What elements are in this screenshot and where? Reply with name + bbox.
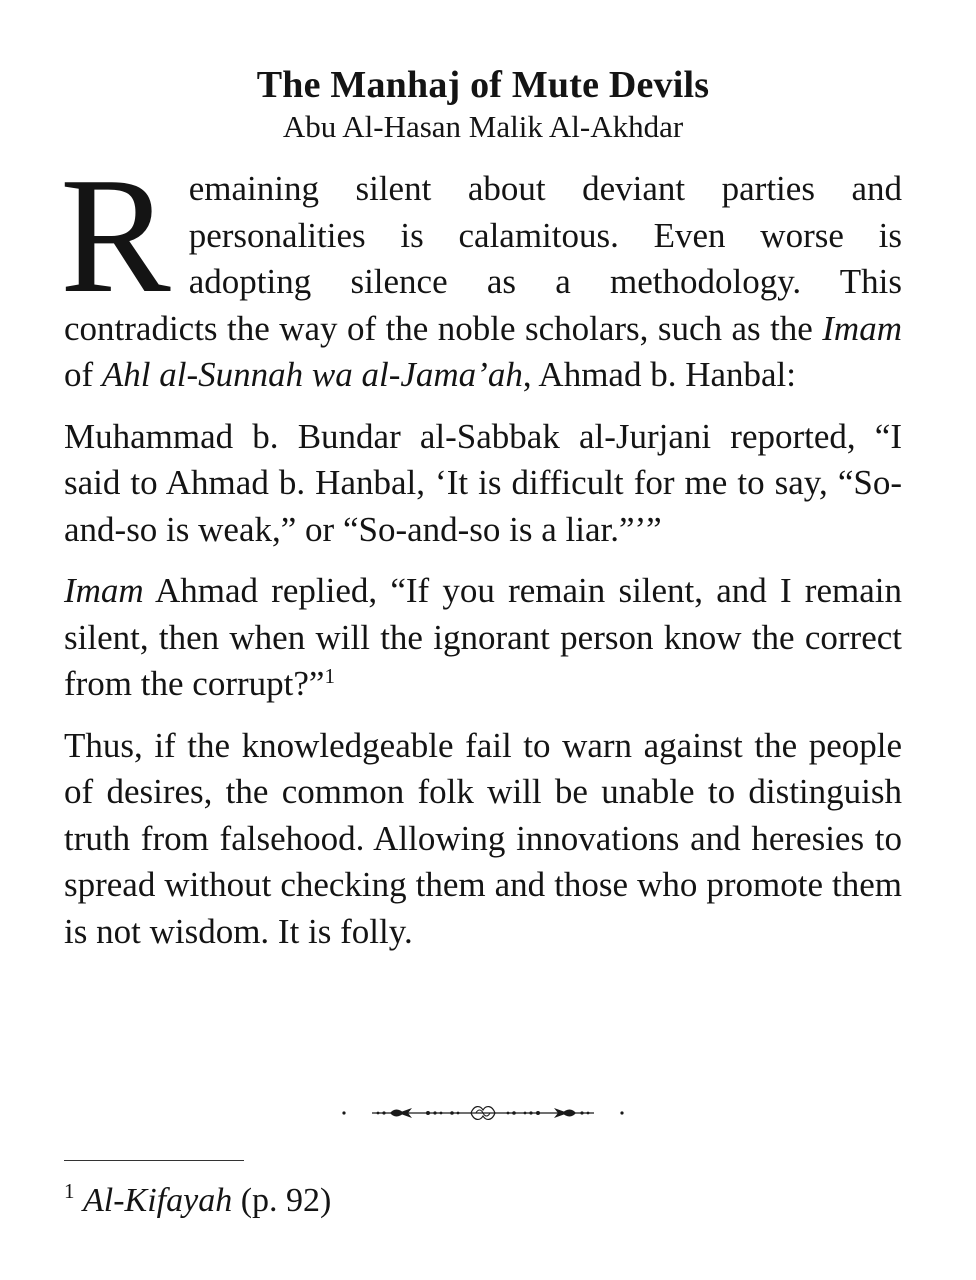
footnote-number: 1 [64, 1179, 75, 1203]
paragraph-3 [64, 568, 902, 708]
page-title: The Manhaj of Mute Devils [256, 64, 710, 106]
paragraph-1-text-1: emaining silent about deviant parties and personalities is calamitous. Even worse is adopting silence as a methodology. This contradicts the way of the noble scholars, such as the [64, 169, 902, 348]
paragraph-3-text: Ahmad replied, “If you remain silent, and I remain silent, then when will the ignorant person know the correct from the corrupt?” [64, 571, 902, 703]
drop-cap: R [60, 143, 171, 327]
paragraph-4: Thus, if the knowledgeable fail to warn against the people of desires, the common folk will be unable to distinguish truth from falsehood. Allowing innovations and heresies to spread without checking them and those who promote them is not wisdom. It is folly. [64, 725, 902, 951]
footnote-page: (p. 92) [232, 1182, 332, 1219]
imam-emphasis: Imam [822, 308, 902, 348]
page-content [60, 62, 902, 970]
footnote-divider [64, 1160, 244, 1161]
footnote [64, 1180, 331, 1222]
ahl-al-sunnah-emphasis: Ahl al-Sunnah wa al-Jama’ah [101, 355, 523, 394]
author-name: Abu Al-Hasan Malik Al-Akhdar [282, 109, 684, 144]
paragraph-1-text-3: , Ahmad b. Hanbal: [522, 355, 796, 394]
paragraph-2: Muhammad b. Bundar al-Sabbak al-Jurjani reported, “I said to Ahmad b. Hanbal, ‘It is difficult for me to say, “So-and-so is weak,” or “So-and-so is a liar.”’” [64, 416, 902, 549]
footnote-source: Al-Kifayah [83, 1182, 233, 1219]
ornamental-divider-icon [338, 1098, 628, 1128]
footnote-reference: 1 [324, 664, 335, 688]
paragraph-1-text-2: of [64, 355, 102, 394]
paragraph-1 [60, 143, 902, 399]
imam-emphasis-2: Imam [64, 571, 144, 610]
